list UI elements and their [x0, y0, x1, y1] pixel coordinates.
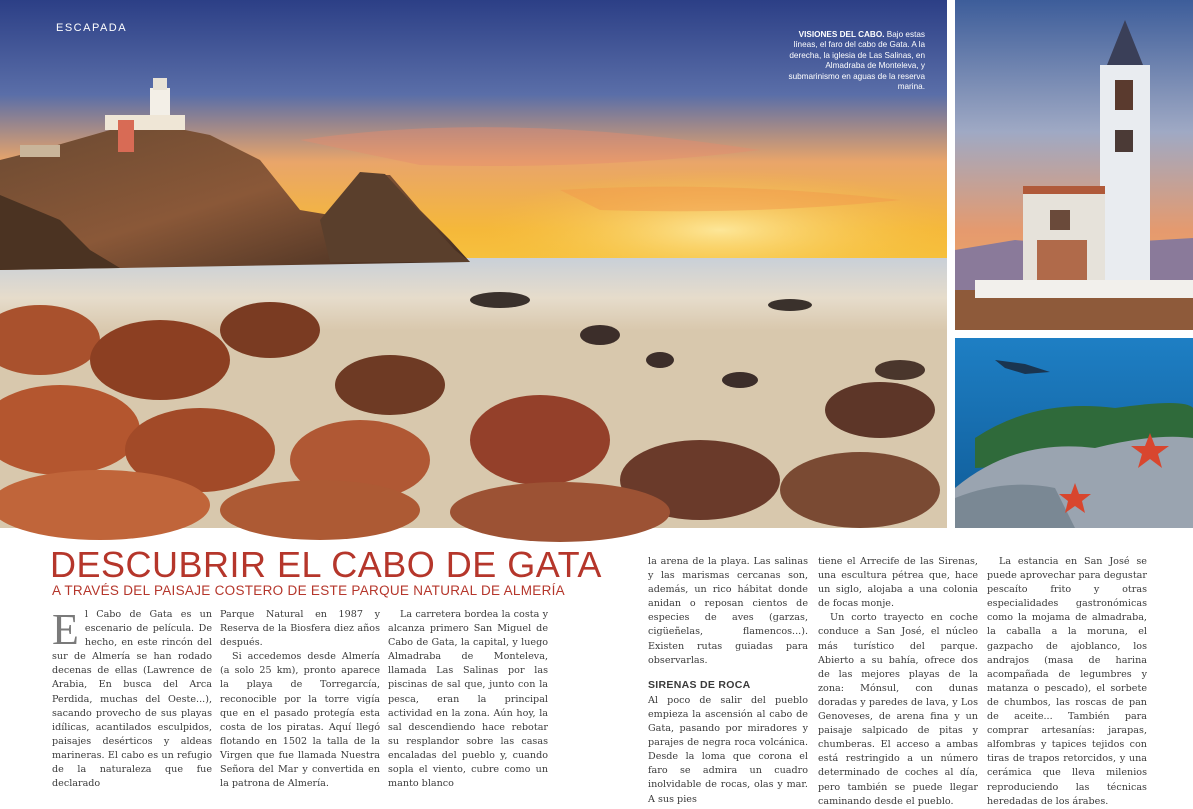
drop-cap: E: [52, 605, 79, 654]
body-column-3: [388, 608, 548, 791]
section-tag: ESCAPADA: [56, 22, 128, 34]
section-subheading: SIRENAS DE ROCA: [648, 678, 751, 691]
photo-caption: [780, 30, 925, 92]
paragraph-text: l Cabo de Gata es un escenario de película. De hecho, en este rincón del sur de Almería se han rodado decenas de ellas (Lawrence de Arabia, En busca del Arca Perdida, muchas del Oeste...), sacando provecho de sus playas idílicas, acantilados esculpidos, paisajes desérticos y aldeas marineras. El cabo es un refugio de la naturaleza que fue declarado: [52, 609, 212, 790]
paragraph: tiene el Arrecife de las Sirenas, una escultura pétrea que, hace un siglo, alojaba a una colonia de focas monje.: [818, 556, 978, 610]
body-column-6: [987, 555, 1147, 809]
paragraph: Al poco de salir del pueblo empieza la ascensión al cabo de Gata, pasando por miradores y parajes de negra roca volcánica. Desde la loma que corona el faro se admira un cuadro inolvidable de rocas, olas y mar. A sus pies: [648, 694, 808, 805]
church-photo: [955, 0, 1193, 330]
article-headline: DESCUBRIR EL CABO DE GATA: [50, 544, 602, 585]
caption-text: Bajo estas líneas, el faro del cabo de Gata. A la derecha, la iglesia de Las Salinas, en Almadraba de Monteleva, y submarinismo en aguas de la reserva marina.: [788, 30, 925, 92]
caption-title: VISIONES DEL CABO.: [798, 30, 885, 39]
paragraph: Parque Natural en 1987 y Reserva de la Biosfera diez años después.: [220, 609, 380, 649]
body-column-4: [648, 555, 808, 807]
body-column-2: [220, 608, 380, 791]
article-subhead: A TRAVÉS DEL PAISAJE COSTERO DE ESTE PARQUE NATURAL DE ALMERÍA: [52, 583, 565, 598]
paragraph: La estancia en San José se puede aprovechar para degustar pescaíto frito y otras especialidades gastronómicas como la mojama de almadraba, la caballa a la moruna, el gazpacho de ajoblanco, los andrajos (masa de harina acompañada de legumbres y matanza o pescado), el sorbete de chumbos, las roscas de pan de aceite... También para comprar artesanías: jarapas, alfombras y tapices tejidos con tiras de trapos retorcidos, y una cerámica que lleva milenios reproduciendo las técnicas heredadas de los árabes.: [987, 556, 1147, 807]
body-column-1: [52, 605, 212, 791]
diving-photo: [955, 338, 1193, 528]
paragraph: [52, 605, 212, 791]
paragraph: Un corto trayecto en coche conduce a San José, el núcleo más turístico del parque. Abierto a su bahía, ofrece dos de las mejores playas de la zona: Mónsul, con dunas doradas y paredes de lava, y Los Genoveses, de arena fina y un paisaje salpicado de pitas y chumberas. El acceso a ambas está restringido a un número determinado de coches al día, pero también se puede llegar caminando desde el pueblo.: [818, 612, 978, 807]
body-column-5: [818, 555, 978, 809]
paragraph: la arena de la playa. Las salinas y las marismas cercanas son, además, un rico hábitat donde anidan o reposan cientos de especies de aves (garzas, cigüeñelas, flamencos...). Existen rutas guiadas para observarlas.: [648, 556, 808, 666]
paragraph: La carretera bordea la costa y alcanza primero San Miguel de Cabo de Gata, la capital, y luego Almadraba de Monteleva, llamada Las Salinas por las piscinas de sal que, junto con la pesca, eran la principal actividad en la zona. Aún hoy, la sal descendiendo hace rebotar su resplandor sobre las casas encaladas del pueblo y, cuando sopla el viento, cubre como un manto blanco: [388, 609, 548, 790]
paragraph: Si accedemos desde Almería (a solo 25 km), pronto aparece la playa de Torregarcía, reconocible por la torre vigía que en el pasado protegía esta costa de los piratas. Aquí llegó flotando en 1502 la talla de la Virgen que fue llamada Nuestra Señora del Mar y convertida en la patrona de Almería.: [220, 651, 380, 790]
